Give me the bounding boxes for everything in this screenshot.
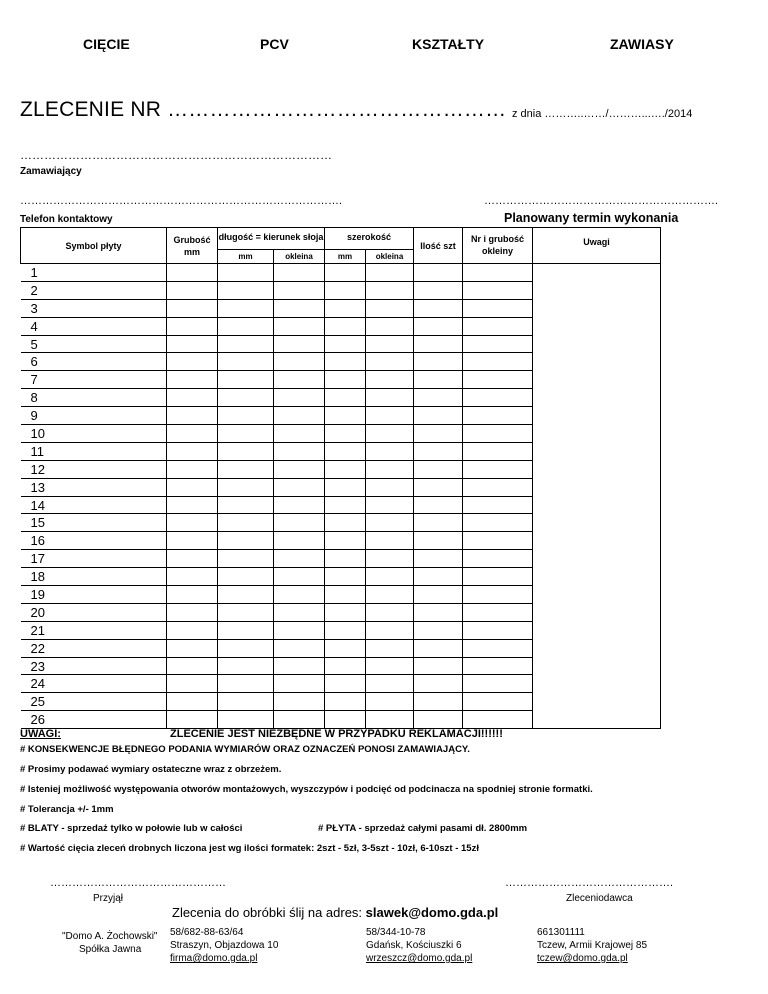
table-cell[interactable] — [218, 639, 274, 657]
table-cell[interactable] — [274, 621, 325, 639]
row-number: 7 — [21, 371, 167, 389]
table-cell[interactable] — [218, 550, 274, 568]
row-number: 10 — [21, 425, 167, 443]
company-name: "Domo A. Żochowski" — [62, 931, 158, 942]
table-cell[interactable] — [366, 442, 414, 460]
table-cell[interactable] — [218, 442, 274, 460]
note-blaty: # BLATY - sprzedaż tylko w połowie lub w całości — [20, 823, 243, 834]
notes-cell[interactable] — [533, 264, 661, 729]
table-cell[interactable] — [167, 550, 218, 568]
table-cell[interactable] — [463, 496, 533, 514]
table-cell[interactable] — [325, 353, 366, 371]
table-cell[interactable] — [218, 281, 274, 299]
table-cell[interactable] — [366, 317, 414, 335]
table-cell[interactable] — [325, 460, 366, 478]
date-field: z dnia ………..……/………...…./2014 — [512, 108, 693, 120]
table-cell[interactable] — [218, 335, 274, 353]
table-cell[interactable] — [366, 603, 414, 621]
table-cell[interactable] — [414, 621, 463, 639]
table-cell[interactable] — [366, 281, 414, 299]
table-cell[interactable] — [463, 317, 533, 335]
table-cell[interactable] — [218, 514, 274, 532]
table-cell[interactable] — [218, 657, 274, 675]
table-cell[interactable] — [325, 407, 366, 425]
table-cell[interactable] — [414, 478, 463, 496]
row-number: 2 — [21, 281, 167, 299]
table-cell[interactable] — [366, 264, 414, 282]
branch-gdansk-email[interactable]: wrzeszcz@domo.gda.pl — [366, 953, 473, 964]
signature-received-dots: ………………………………………… — [50, 877, 226, 889]
table-cell[interactable] — [325, 389, 366, 407]
table-cell[interactable] — [325, 425, 366, 443]
table-cell[interactable] — [167, 281, 218, 299]
row-number: 20 — [21, 603, 167, 621]
table-cell[interactable] — [325, 264, 366, 282]
table-cell[interactable] — [167, 693, 218, 711]
phone-label: Telefon kontaktowy — [20, 214, 113, 225]
table-cell[interactable] — [274, 693, 325, 711]
table-cell[interactable] — [366, 711, 414, 729]
note-line: # Tolerancja +/- 1mm — [20, 804, 114, 815]
header-service-hinges: ZAWIASY — [610, 36, 674, 52]
table-cell[interactable] — [167, 264, 218, 282]
table-cell[interactable] — [463, 442, 533, 460]
table-cell[interactable] — [366, 621, 414, 639]
table-cell[interactable] — [414, 675, 463, 693]
row-number: 12 — [21, 460, 167, 478]
table-cell[interactable] — [325, 371, 366, 389]
table-cell[interactable] — [325, 693, 366, 711]
row-number: 25 — [21, 693, 167, 711]
table-cell[interactable] — [414, 317, 463, 335]
table-cell[interactable] — [274, 603, 325, 621]
row-number: 26 — [21, 711, 167, 729]
table-cell[interactable] — [218, 460, 274, 478]
branch-straszyn-address: Straszyn, Objazdowa 10 — [170, 940, 279, 951]
table-cell[interactable] — [218, 603, 274, 621]
table-cell[interactable] — [325, 478, 366, 496]
table-cell[interactable] — [274, 657, 325, 675]
table-cell[interactable] — [167, 532, 218, 550]
row-number: 22 — [21, 639, 167, 657]
table-cell[interactable] — [463, 514, 533, 532]
table-cell[interactable] — [167, 442, 218, 460]
table-cell[interactable] — [218, 353, 274, 371]
table-cell[interactable] — [414, 657, 463, 675]
notes-headline: ZLECENIE JEST NIEZBĘDNE W PRZYPADKU REKLAMACJI!!!!!! — [170, 728, 503, 740]
table-cell[interactable] — [167, 657, 218, 675]
row-number: 11 — [21, 442, 167, 460]
table-cell[interactable] — [274, 675, 325, 693]
table-cell[interactable] — [463, 711, 533, 729]
table-cell[interactable] — [463, 299, 533, 317]
table-cell[interactable] — [325, 281, 366, 299]
row-number: 23 — [21, 657, 167, 675]
customer-dots: …………………………………………………………………… — [20, 148, 332, 162]
table-cell[interactable] — [218, 407, 274, 425]
branch-gdansk-address: Gdańsk, Kościuszki 6 — [366, 940, 462, 951]
row-number: 24 — [21, 675, 167, 693]
table-cell[interactable] — [167, 675, 218, 693]
row-number: 19 — [21, 586, 167, 604]
table-cell[interactable] — [274, 532, 325, 550]
col-notes: Uwagi — [533, 228, 661, 264]
table-cell[interactable] — [325, 711, 366, 729]
table-cell[interactable] — [218, 389, 274, 407]
table-cell[interactable] — [218, 425, 274, 443]
table-cell[interactable] — [274, 639, 325, 657]
table-cell[interactable] — [274, 711, 325, 729]
table-cell[interactable] — [366, 425, 414, 443]
header-service-shapes: KSZTAŁTY — [412, 36, 485, 52]
table-cell[interactable] — [274, 317, 325, 335]
row-number: 1 — [21, 264, 167, 282]
table-cell[interactable] — [366, 586, 414, 604]
table-row — [21, 264, 661, 282]
planned-date-label: Planowany termin wykonania — [504, 211, 679, 225]
table-cell[interactable] — [463, 657, 533, 675]
table-cell[interactable] — [414, 693, 463, 711]
send-instruction: Zlecenia do obróbki ślij na adres: slawek@domo.gda.pl — [172, 905, 499, 920]
notes-label: UWAGI: — [20, 728, 61, 740]
table-cell[interactable] — [414, 353, 463, 371]
signature-client-dots: ………………………………………. — [505, 877, 674, 889]
row-number: 16 — [21, 532, 167, 550]
table-cell[interactable] — [218, 675, 274, 693]
note-line: # KONSEKWENCJE BŁĘDNEGO PODANIA WYMIARÓW ORAZ OZNACZEŃ PONOSI ZAMAWIAJĄCY. — [20, 744, 470, 755]
table-cell[interactable] — [167, 299, 218, 317]
table-cell[interactable] — [325, 317, 366, 335]
table-cell[interactable] — [325, 335, 366, 353]
table-cell[interactable] — [274, 389, 325, 407]
table-cell[interactable] — [325, 514, 366, 532]
row-number: 15 — [21, 514, 167, 532]
table-cell[interactable] — [218, 711, 274, 729]
row-number: 13 — [21, 478, 167, 496]
signature-received-label: Przyjął — [93, 893, 124, 904]
col-qty: Ilość szt — [414, 228, 463, 264]
table-cell[interactable] — [414, 407, 463, 425]
note-plyta: # PŁYTA - sprzedaż całymi pasami dł. 2800mm — [318, 823, 528, 834]
table-cell[interactable] — [414, 586, 463, 604]
table-cell[interactable] — [218, 371, 274, 389]
table-cell[interactable] — [274, 586, 325, 604]
table-cell[interactable] — [463, 568, 533, 586]
table-cell[interactable] — [414, 281, 463, 299]
table-cell[interactable] — [167, 460, 218, 478]
col-thickness: Grubość mm — [167, 228, 218, 264]
table-cell[interactable] — [274, 514, 325, 532]
table-cell[interactable] — [167, 496, 218, 514]
table-cell[interactable] — [167, 389, 218, 407]
table-cell[interactable] — [218, 621, 274, 639]
table-cell[interactable] — [218, 496, 274, 514]
table-cell[interactable] — [366, 568, 414, 586]
table-cell[interactable] — [274, 425, 325, 443]
table-cell[interactable] — [414, 425, 463, 443]
table-cell[interactable] — [167, 603, 218, 621]
table-cell[interactable] — [463, 586, 533, 604]
table-cell[interactable] — [414, 639, 463, 657]
table-cell[interactable] — [274, 264, 325, 282]
branch-tczew-phone: 661301111 — [537, 927, 585, 938]
table-cell[interactable] — [463, 693, 533, 711]
table-cell[interactable] — [366, 532, 414, 550]
row-number: 21 — [21, 621, 167, 639]
branch-gdansk-phone: 58/344-10-78 — [366, 927, 426, 938]
table-cell[interactable] — [167, 586, 218, 604]
table-cell[interactable] — [325, 496, 366, 514]
table-cell[interactable] — [414, 711, 463, 729]
col-edge: Nr i grubość okleiny — [463, 228, 533, 264]
header-service-cutting: CIĘCIE — [83, 36, 130, 52]
table-cell[interactable] — [414, 603, 463, 621]
row-number: 17 — [21, 550, 167, 568]
table-cell[interactable] — [414, 335, 463, 353]
table-cell[interactable] — [167, 568, 218, 586]
table-cell[interactable] — [463, 264, 533, 282]
table-cell[interactable] — [167, 621, 218, 639]
col-width-edging: okleina — [366, 250, 414, 264]
table-cell[interactable] — [274, 496, 325, 514]
table-cell[interactable] — [366, 639, 414, 657]
table-cell[interactable] — [325, 639, 366, 657]
table-cell[interactable] — [218, 478, 274, 496]
table-cell[interactable] — [325, 675, 366, 693]
table-cell[interactable] — [325, 586, 366, 604]
table-cell[interactable] — [414, 264, 463, 282]
customer-label: Zamawiający — [20, 166, 82, 177]
table-cell[interactable] — [325, 603, 366, 621]
table-cell[interactable] — [218, 586, 274, 604]
branch-straszyn-email[interactable]: firma@domo.gda.pl — [170, 953, 258, 964]
table-cell[interactable] — [463, 675, 533, 693]
table-cell[interactable] — [414, 532, 463, 550]
table-cell[interactable] — [366, 335, 414, 353]
table-cell[interactable] — [218, 264, 274, 282]
table-cell[interactable] — [463, 335, 533, 353]
company-type: Spółka Jawna — [79, 944, 142, 955]
table-cell[interactable] — [167, 639, 218, 657]
table-cell[interactable] — [463, 532, 533, 550]
row-number: 3 — [21, 299, 167, 317]
table-cell[interactable] — [167, 353, 218, 371]
table-cell[interactable] — [325, 442, 366, 460]
table-cell[interactable] — [274, 299, 325, 317]
table-cell[interactable] — [167, 514, 218, 532]
row-number: 18 — [21, 568, 167, 586]
table-cell[interactable] — [366, 693, 414, 711]
table-cell[interactable] — [274, 550, 325, 568]
table-cell[interactable] — [463, 639, 533, 657]
table-cell[interactable] — [414, 389, 463, 407]
row-number: 8 — [21, 389, 167, 407]
table-cell[interactable] — [218, 299, 274, 317]
table-cell[interactable] — [366, 478, 414, 496]
table-cell[interactable] — [366, 353, 414, 371]
table-cell[interactable] — [414, 568, 463, 586]
col-symbol: Symbol płyty — [21, 228, 167, 264]
table-cell[interactable] — [366, 407, 414, 425]
table-cell[interactable] — [218, 317, 274, 335]
table-cell[interactable] — [414, 550, 463, 568]
table-cell[interactable] — [167, 407, 218, 425]
table-cell[interactable] — [414, 496, 463, 514]
table-cell[interactable] — [366, 299, 414, 317]
table-cell[interactable] — [325, 568, 366, 586]
planned-date-dots: ………………………………………………………. — [484, 195, 719, 207]
table-cell[interactable] — [463, 281, 533, 299]
table-cell[interactable] — [463, 550, 533, 568]
send-email[interactable]: slawek@domo.gda.pl — [365, 905, 499, 920]
order-table — [20, 227, 661, 729]
table-cell[interactable] — [414, 371, 463, 389]
table-cell[interactable] — [463, 407, 533, 425]
table-cell[interactable] — [167, 335, 218, 353]
table-cell[interactable] — [274, 281, 325, 299]
table-cell[interactable] — [463, 460, 533, 478]
branch-tczew-address: Tczew, Armii Krajowej 85 — [537, 940, 648, 951]
row-number: 9 — [21, 407, 167, 425]
table-cell[interactable] — [463, 621, 533, 639]
table-cell[interactable] — [366, 371, 414, 389]
branch-tczew-email[interactable]: tczew@domo.gda.pl — [537, 953, 628, 964]
table-cell[interactable] — [463, 603, 533, 621]
table-cell[interactable] — [167, 711, 218, 729]
col-length: długość = kierunek słoja — [218, 228, 325, 250]
table-cell[interactable] — [414, 514, 463, 532]
note-line: # Prosimy podawać wymiary ostateczne wraz z obrzeżem. — [20, 764, 282, 775]
table-cell[interactable] — [463, 478, 533, 496]
table-cell[interactable] — [366, 657, 414, 675]
table-cell[interactable] — [218, 568, 274, 586]
table-cell[interactable] — [463, 425, 533, 443]
table-cell[interactable] — [167, 317, 218, 335]
table-cell[interactable] — [167, 478, 218, 496]
table-cell[interactable] — [414, 460, 463, 478]
col-length-mm: mm — [218, 250, 274, 264]
table-cell[interactable] — [218, 693, 274, 711]
row-number: 6 — [21, 353, 167, 371]
table-cell[interactable] — [274, 568, 325, 586]
note-line: # Isteniej możliwość występowania otworów montażowych, wyszczypów i podcięć od podcinacza na spodniej stronie formatki. — [20, 784, 593, 795]
table-cell[interactable] — [463, 353, 533, 371]
table-cell[interactable] — [463, 389, 533, 407]
table-cell[interactable] — [325, 299, 366, 317]
order-title: ZLECENIE NR ………………………………………… — [20, 98, 507, 121]
table-cell[interactable] — [366, 675, 414, 693]
row-number: 5 — [21, 335, 167, 353]
row-number: 14 — [21, 496, 167, 514]
table-cell[interactable] — [366, 514, 414, 532]
table-cell[interactable] — [274, 353, 325, 371]
table-cell[interactable] — [274, 335, 325, 353]
table-cell[interactable] — [463, 371, 533, 389]
col-width: szerokość — [325, 228, 414, 250]
col-length-edging: okleina — [274, 250, 325, 264]
row-number: 4 — [21, 317, 167, 335]
signature-client-label: Zleceniodawca — [566, 893, 633, 904]
col-width-mm: mm — [325, 250, 366, 264]
table-cell[interactable] — [274, 478, 325, 496]
table-cell[interactable] — [366, 460, 414, 478]
table-cell[interactable] — [274, 407, 325, 425]
table-cell[interactable] — [325, 550, 366, 568]
header-service-pcv: PCV — [260, 36, 289, 52]
table-cell[interactable] — [274, 371, 325, 389]
table-cell[interactable] — [274, 442, 325, 460]
table-cell[interactable] — [218, 532, 274, 550]
branch-straszyn-phone: 58/682-88-63/64 — [170, 927, 244, 938]
table-cell[interactable] — [325, 621, 366, 639]
table-cell[interactable] — [167, 425, 218, 443]
table-cell[interactable] — [366, 496, 414, 514]
phone-dots: ……………………………………………………………………………. — [20, 195, 343, 207]
table-cell[interactable] — [325, 657, 366, 675]
table-cell[interactable] — [414, 299, 463, 317]
table-cell[interactable] — [366, 550, 414, 568]
table-cell[interactable] — [167, 371, 218, 389]
table-cell[interactable] — [325, 532, 366, 550]
note-line: # Wartość cięcia zleceń drobnych liczona jest wg ilości formatek: 2szt - 5zł, 3-5szt - 10zł, 6-10szt - 15zł — [20, 843, 479, 854]
table-cell[interactable] — [366, 389, 414, 407]
table-cell[interactable] — [274, 460, 325, 478]
table-cell[interactable] — [414, 442, 463, 460]
